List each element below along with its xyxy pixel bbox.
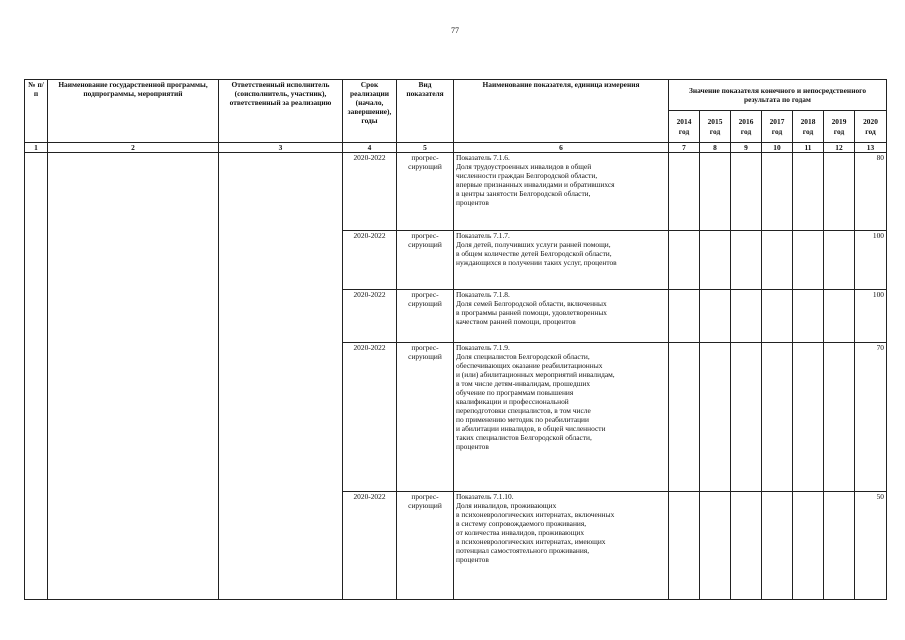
- kind-cell: прогрес- сирующий: [397, 343, 454, 492]
- value-2020-cell: 50: [855, 492, 887, 600]
- term-cell: 2020-2022: [343, 343, 397, 492]
- program-name-cell: [48, 153, 219, 600]
- header-col5: Вид показателя: [397, 80, 454, 143]
- value-2020-cell: 100: [855, 290, 887, 343]
- indicator-cell: Показатель 7.1.6. Доля трудоустроенных инвалидов в общей численности граждан Белгородской области, впервые признанных инвалидами и обратившихся в центры занятости Белгородской области, процентов: [454, 153, 669, 231]
- value-2020-cell: 70: [855, 343, 887, 492]
- column-number: 1: [25, 143, 48, 153]
- kind-cell: прогрес- сирующий: [397, 492, 454, 600]
- column-number-row: [25, 143, 887, 153]
- indicator-cell: Показатель 7.1.10. Доля инвалидов, проживающих в психоневрологических интернатах, включенных в систему сопровождаемого проживания, от количества инвалидов, проживающих в психоневрологических интернатах, имеющих потенциал самостоятельного проживания, процентов: [454, 492, 669, 600]
- header-year: 2018 год: [793, 111, 824, 143]
- column-number: 13: [855, 143, 887, 153]
- header-col4: Срок реализации (начало, завершение), годы: [343, 80, 397, 143]
- header-col6: Наименование показателя, единица измерения: [454, 80, 669, 143]
- header-year: 2016 год: [731, 111, 762, 143]
- value-2020-cell: 80: [855, 153, 887, 231]
- value-2020-cell: 100: [855, 231, 887, 290]
- header-values-group: Значение показателя конечного и непосредственного результата по годам: [669, 80, 887, 111]
- column-number: 12: [824, 143, 855, 153]
- page-number: 77: [451, 26, 459, 35]
- header-year: 2017 год: [762, 111, 793, 143]
- column-number: 3: [219, 143, 343, 153]
- header-year: 2020 год: [855, 111, 887, 143]
- indicator-cell: Показатель 7.1.9. Доля специалистов Белгородской области, обеспечивающих оказание реабилитационных и (или) абилитационных мероприятий инвалидам, в том числе детям-инвалидам, прошедших обучение по программам повышения квалификации и профессиональной переподготовки специалистов, в том числе по применению методик по реабилитации и абилитации инвалидов, в общей численности таких специалистов Белгородской области, процентов: [454, 343, 669, 492]
- executor-cell: [219, 153, 343, 600]
- term-cell: 2020-2022: [343, 290, 397, 343]
- kind-cell: прогрес- сирующий: [397, 153, 454, 231]
- column-number: 9: [731, 143, 762, 153]
- column-number: 4: [343, 143, 397, 153]
- header-year: 2015 год: [700, 111, 731, 143]
- column-number: 5: [397, 143, 454, 153]
- column-number: 7: [669, 143, 700, 153]
- column-number: 11: [793, 143, 824, 153]
- column-number: 10: [762, 143, 793, 153]
- header-col3: Ответственный исполнитель (соисполнитель, участник), ответственный за реализацию: [219, 80, 343, 143]
- header-col1: № п/п: [25, 80, 48, 143]
- indicator-cell: Показатель 7.1.7. Доля детей, получивших услуги ранней помощи, в общем количестве детей Белгородской области, нуждающихся в получении таких услуг, процентов: [454, 231, 669, 290]
- header-year: 2014 год: [669, 111, 700, 143]
- indicator-cell: Показатель 7.1.8. Доля семей Белгородской области, включенных в программы ранней помощи, удовлетворенных качеством ранней помощи, процентов: [454, 290, 669, 343]
- term-cell: 2020-2022: [343, 231, 397, 290]
- header-year: 2019 год: [824, 111, 855, 143]
- term-cell: 2020-2022: [343, 492, 397, 600]
- kind-cell: прогрес- сирующий: [397, 231, 454, 290]
- column-number: 6: [454, 143, 669, 153]
- column-number: 8: [700, 143, 731, 153]
- term-cell: 2020-2022: [343, 153, 397, 231]
- header-col2: Наименование государственной программы, подпрограммы, мероприятий: [48, 80, 219, 143]
- column-number: 2: [48, 143, 219, 153]
- row-number-cell: [25, 153, 48, 600]
- indicator-table: [24, 79, 887, 600]
- kind-cell: прогрес- сирующий: [397, 290, 454, 343]
- header-row-1: [25, 80, 887, 111]
- table-row: [25, 153, 887, 231]
